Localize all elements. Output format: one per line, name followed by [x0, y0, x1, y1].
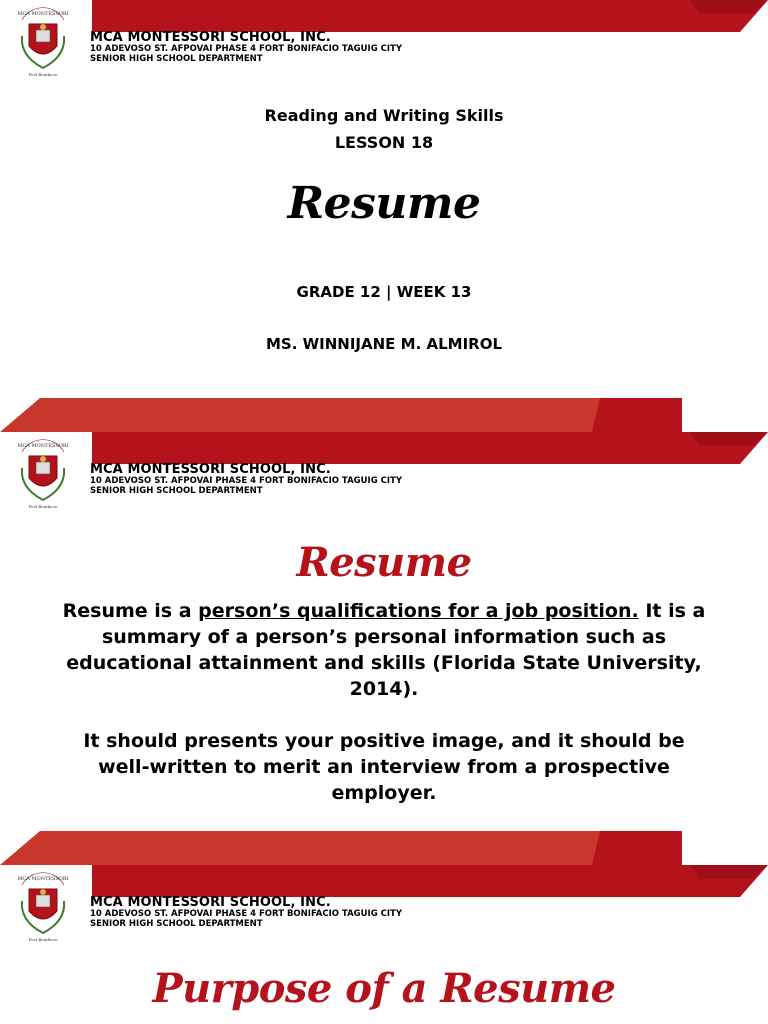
top-red-band [0, 0, 768, 32]
school-header [90, 31, 402, 64]
slide-heading-purpose: Purpose of a Resume [152, 965, 616, 1012]
school-address: 10 ADEVOSO ST. AFPOVAI PHASE 4 FORT BONIFACIO TAGUIG CITY [90, 44, 402, 55]
top-red-band [0, 432, 768, 464]
school-header [90, 896, 402, 929]
school-logo [14, 871, 72, 947]
teacher-name: MS. WINNIJANE M. ALMIROL [265, 335, 503, 353]
school-name: MCA MONTESSORI SCHOOL, INC. [90, 30, 331, 45]
grade-week: GRADE 12 | WEEK 13 [296, 283, 472, 301]
definition-text-start: Resume is a [62, 600, 199, 622]
school-department: SENIOR HIGH SCHOOL DEPARTMENT [90, 918, 263, 929]
bottom-red-band [0, 398, 768, 432]
svg-text:Fort Bonifacio: Fort Bonifacio [28, 504, 58, 509]
slide-title-resume: Resume [287, 178, 481, 229]
slide-heading-resume: Resume [296, 539, 472, 586]
svg-text:Fort Bonifacio: Fort Bonifacio [28, 937, 58, 942]
slide-resume-definition [0, 432, 768, 865]
school-address: 10 ADEVOSO ST. AFPOVAI PHASE 4 FORT BONIFACIO TAGUIG CITY [90, 476, 402, 487]
definition-underlined: person’s qualifications for a job position. [198, 600, 639, 622]
svg-text:MCA MONTESSORI: MCA MONTESSORI [17, 443, 69, 449]
lesson-number: LESSON 18 [334, 133, 434, 152]
school-department: SENIOR HIGH SCHOOL DEPARTMENT [90, 53, 263, 64]
bottom-red-band [0, 831, 768, 865]
slide-title [0, 0, 768, 432]
subject-title: Reading and Writing Skills [264, 106, 504, 125]
svg-text:MCA MONTESSORI: MCA MONTESSORI [17, 11, 69, 17]
definition-text-end: It is a summary of a person’s personal information such as educational attainment and skills (Florida State University, 2014). [66, 600, 706, 700]
school-logo [14, 438, 72, 514]
slide-purpose [0, 865, 768, 1024]
school-address: 10 ADEVOSO ST. AFPOVAI PHASE 4 FORT BONIFACIO TAGUIG CITY [90, 909, 402, 920]
svg-text:Fort Bonifacio: Fort Bonifacio [28, 72, 58, 77]
school-logo [14, 6, 72, 82]
top-red-band [0, 865, 768, 897]
school-department: SENIOR HIGH SCHOOL DEPARTMENT [90, 485, 263, 496]
purpose-paragraph: It should presents your positive image, and it should be well-written to merit an interview from a prospective employer. [83, 730, 685, 804]
school-header [90, 463, 402, 496]
definition-paragraph [60, 598, 708, 702]
svg-text:MCA MONTESSORI: MCA MONTESSORI [17, 876, 69, 882]
school-name: MCA MONTESSORI SCHOOL, INC. [90, 895, 331, 910]
school-name: MCA MONTESSORI SCHOOL, INC. [90, 462, 331, 477]
